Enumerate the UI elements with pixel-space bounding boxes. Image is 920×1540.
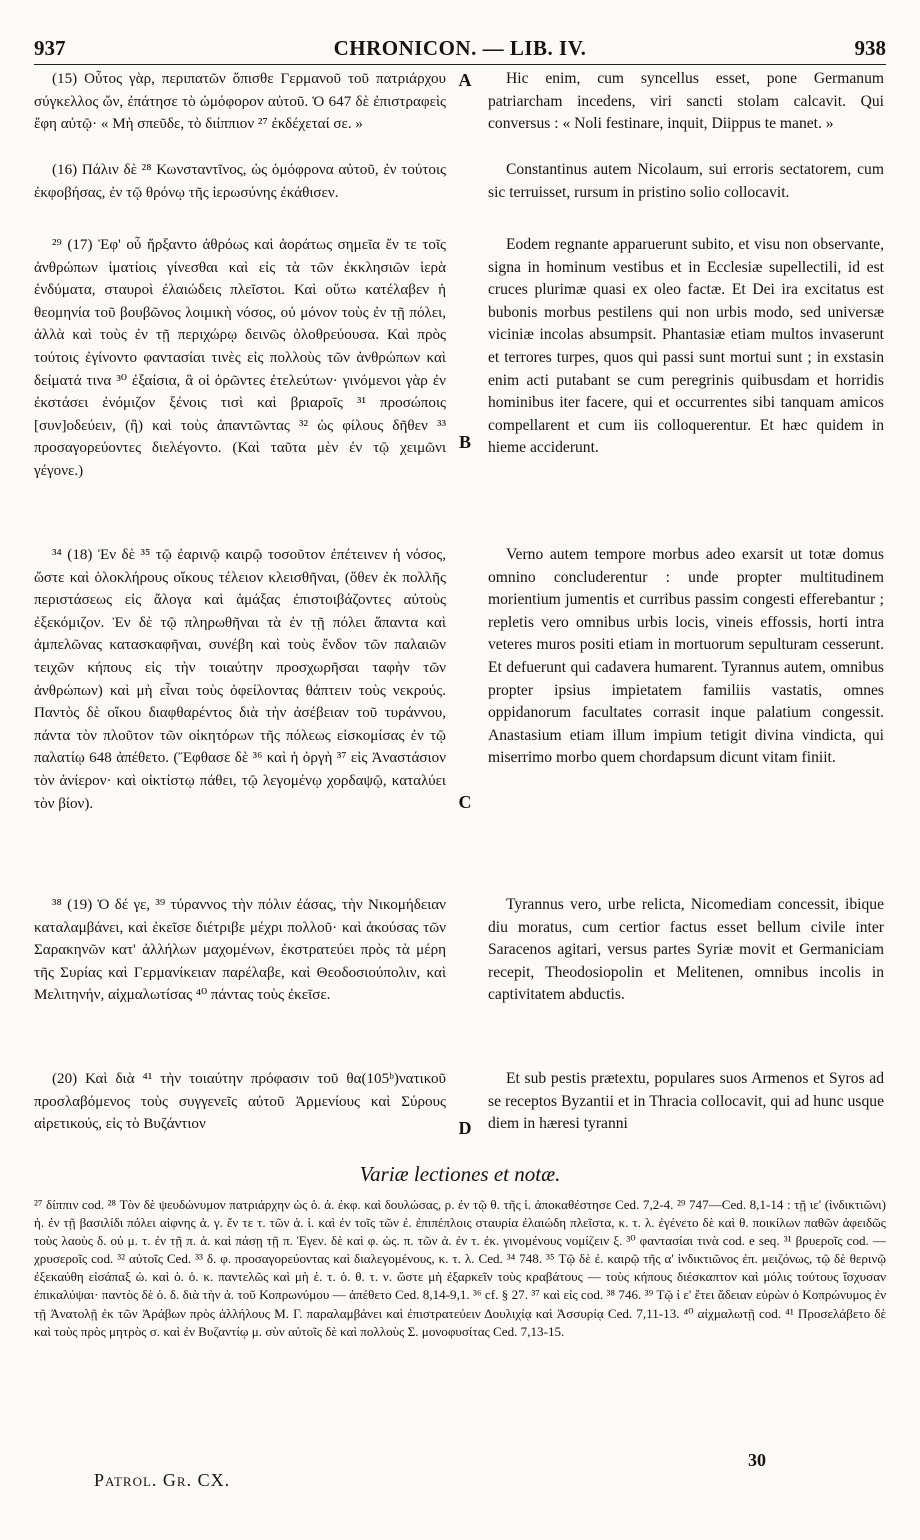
latin-section-20: Et sub pestis prætextu, populares suos Armenos et Syros ad se receptos Byzantii et in Thracia collocavit, qui ad hunc usque diem in hæresi tyranni	[488, 1070, 884, 1133]
greek-section-20: (20) Καὶ διὰ ⁴¹ τὴν τοιαύτην πρόφασιν τοῦ θα(105ᵇ)νατικοῦ προσλαβόμενος τοὺς συγγενεῖς αὐτοῦ Ἀρμενίους καὶ Σύρους αἱρετικούς, εἰς τὸ Βυζάντιον	[34, 1071, 446, 1133]
variant-readings-notes: ²⁷ δίππιν cod. ²⁸ Τὸν δὲ ψευδώνυμον πατριάρχην ὡς ὁ. ἀ. ἐκφ. καὶ δουλώσας, ρ. ἐν τῷ θ. τῆς ἱ. ἀποκαθέστησε Ced. 7,2-4. ²⁹ 747—Ced. 8,1-14 : τῇ ιε' (ἰνδικτιῶνι) ἡ. ἐν τῇ βασιλίδι πόλει αἰφνης ἀ. γ. ἔν τε τ. τῶν ἀ. ἱ. καὶ ἐν τοῖς τῶν ἐ. ἐπιπέπλοις σταυρία ἐλαιώδη πλεῖστα, κ. τ. λ. ἐγένετο δὲ καὶ θ. ποικίλων παθῶν ἀφειδῶς τοὺς λαοὺς δ. οὐ μ. τ. ἐν τῇ π. ἀ. καὶ πάσῃ τῇ π. Ἐγεν. δὲ καὶ φ. ὡς. π. τῶν ἀ. ἐν τ. ἐκ. γινομένους νομίζειν ξ. ³⁰ φαντασίαι τινὰ cod. e seq. ³¹ βρυεροῖς cod. — χρυσεροῖς cod. ³² αὐτοῖς Ced. ³³ δ. φ. προσαγορεύοντας καὶ διαλεγομένους, κ. τ. λ. Ced. ³⁴ 748. ³⁵ Τῷ δὲ ἐ. καιρῷ τῆς α' ἰνδικτιῶνος ἐπ. μειζόνως, τῷ δὲ θερινῷ ἐξεκαύθη εἰσάπαξ ὡ. καὶ ὁ. ὁ. κ. παντελῶς καὶ μὴ ἑ. τ. ὁ. θ. τ. ν. ὥστε μὴ ἐξαρκεῖν τοὺς κραβάτους — τοὺς κήπους διέσκαπτον καὶ μόλις τούτους ἴσχυσαν ἐπικαλύψαι· παντὸς δὲ ὁ. δ. διὰ τὴν ἀ. τοῦ Κοπρωνύμου — ἀπέθετο Ced. 8,14-9,1. ³⁶ cf. § 27. ³⁷ καὶ εἰς cod. ³⁸ 746. ³⁹ Τῷ ἰ ε' ἔτει ἄδειαν εὑρὼν ὁ Κοπρώνυμος ἐν τῇ Ἀνατολῇ ἐκ τῶν Ἀράβων πρὸς ἀλλήλους Μ. Γ. παραλαμβάνει καὶ ἐπιστρατεύειν Δουλιχίᾳ καὶ Ἀσσυρίᾳ Ced. 7,11-13. ⁴⁰ αἰχμαλωτῇ cod. ⁴¹ Προσελάβετο δὲ καὶ τοὺς πρὸς μητρὸς σ. καὶ ἐν Βυζαντίῳ μ. σὺν αὐτοῖς δὲ καὶ πολλοὺς Σ. μονοφυσίτας Ced. 7,13-15.	[34, 1197, 886, 1339]
latin-section-19: Tyrannus vero, urbe relicta, Nicomediam concessit, ibique diu moratus, cum certior factus esset bellum civile inter Saracenos agitari, versus partes Syriæ movit et Germaniciam recepit, Theodosiopolin et Melitenen, omnibus incolis in captivitatem abductis.	[488, 896, 884, 1004]
page-number-right: 938	[854, 36, 886, 60]
margin-letter-c: C	[458, 792, 472, 812]
page-number-left: 937	[34, 36, 66, 60]
greek-section-17: ²⁹ (17) Ἐφ' οὗ ἤρξαντο ἀθρόως καὶ ἀοράτως σημεῖα ἔν τε τοῖς ἀνθρώπων ἱματίοις γίνεσθαι καὶ εἰς τὰ τῶν ἐκκλησιῶν ἱερὰ ἐνδύματα, σταυροὶ ἐλαιώδεις πλεῖστοι. Καὶ οὕτω κατέλαβεν ἡ θεομηνία τοῦ βουβῶνος λοιμικὴ νόσος, οὐ μόνον τοὺς ἐν τῇ πόλει, ἀλλὰ καὶ τοὺς ἐν τῇ περιχώρῳ δεινῶς ὀλοθρεύουσα. Καὶ πρὸς τούτοις ἐγίνοντο φαντασίαι τινὲς εἰς πολλοὺς τῶν ἀνθρώπων καὶ δείματά τινα ³⁰ ἐξαίσια, ἃ οἱ ὁρῶντες ἐτελεύτων· γινόμενοι γὰρ ἐν ἐκστάσει ἐνόμιζον ξένοις τισὶ καὶ βριαροῖς ³¹ προσώποις [συν]οδεύειν, (ἢ) καὶ τοὺς ἀπαντῶντας ³² ὡς φίλους δῆθεν ³³ προσαγορεύοντες διελέγοντο. (Καὶ ταῦτα μὲν ἐν τῷ χειμῶνι γέγονε.)	[34, 237, 446, 479]
greek-section-16: (16) Πάλιν δὲ ²⁸ Κωνσταντῖνος, ὡς ὁμόφρονα αὐτοῦ, ἐν τούτοις ἐκφοβήσας, ἐν τῷ θρόνῳ τῆς ἱερωσύνης ἐκάθισεν.	[34, 162, 446, 201]
greek-section-19: ³⁸ (19) Ὁ δέ γε, ³⁹ τύραννος τὴν πόλιν ἐάσας, τὴν Νικομήδειαν καταλαμβάνει, καὶ ἐκεῖσε διέτριβε μέχρι πολλοῦ· καὶ ἀκούσας τῶν Σαρακηνῶν κατ' ἀλλήλων μαχομένων, ἐκστρατεύει πρὸς τὰ μέρη τῆς Συρίας καὶ Γερμανίκειαν παρέλαβε, καὶ Θεοδοσιούπολιν, καὶ Μελιτηνήν, αἰχμαλωτίσας ⁴⁰ πάντας τοὺς ἐκεῖσε.	[34, 897, 446, 1004]
header-rule	[34, 64, 886, 65]
margin-letter-d: D	[458, 1118, 472, 1138]
latin-section-18: Verno autem tempore morbus adeo exarsit ut totæ domus omnino concluderentur : unde propter multitudinem morientium jumentis et curribus passim congesti efferebantur ; repletis vero omnibus urbis locis, vineis effossis, horti intra veteres muros positi etiam in mortuorum sepulturam cesserunt. Et defuerunt qui cadavera humarent. Tyrannus autem, omnibus propter ipsius impietatem familiis vastatis, omnes oppidanorum facultates corrasit inque palatium congessit. Anastasium etiam illum impium tetigit divina vindicta, qui miserrimo morbo quem chordapsum dicunt vitam finiit.	[488, 546, 884, 767]
greek-section-18: ³⁴ (18) Ἐν δὲ ³⁵ τῷ ἐαρινῷ καιρῷ τοσοῦτον ἐπέτεινεν ἡ νόσος, ὥστε καὶ ὁλοκλήρους οἴκους τέλειον κλεισθῆναι, (ὅθεν ἐκ πολλῆς περιστάσεως εἰς ἄλογα καὶ ἁμάξας ἐπιστοιβάζοντες αὐτοὺς ἐξεκόμιζον. Ἐν δὲ τῷ πληρωθῆναι τὰ ἐν τῇ πόλει ἅπαντα καὶ ἀμπελῶνας κατασκαφῆναι, συνέβη καὶ τοὺς ἔνδον τῶν παλαιῶν τειχῶν κήπους εἰς τὴν τοιαύτην προσχωρῆσαι ταφὴν τῶν ἀνθρώπων) καὶ μὴ εἶναι τοὺς ὀφείλοντας θάπτειν τοὺς νεκρούς. Παντὸς δὲ οἴκου διαφθαρέντος διὰ τὴν ἀσέβειαν τοῦ τυράννου, πάντα τὸν πλοῦτον τῶν οἰκητόρων τῆς πόλεως εἰσκομίσας ἐν τῷ παλατίῳ 648 ἀπέθετο. (Ἔφθασε δὲ ³⁶ καὶ ἡ ὀργὴ ³⁷ εἰς Ἀναστάσιον τὸν ἀνίερον· καὶ οἰκτίστῳ πάθει, τῷ λεγομένῳ χορδαψῷ, καταλύει τὸν βίον).	[34, 547, 446, 812]
running-title: CHRONICON. — LIB. IV.	[333, 36, 587, 60]
greek-section-15: (15) Οὗτος γὰρ, περιπατῶν ὄπισθε Γερμανοῦ τοῦ πατριάρχου σύγκελλος ὤν, ἐπάτησε τὸ ὠμόφορον αὐτοῦ. Ὁ 647 δὲ ἐπιστραφεὶς ἔφη αὐτῷ· « Μὴ σπεῦδε, τὸ διίππιον ²⁷ ἐκδέχεταί σε. »	[34, 71, 446, 133]
series-signature: Patrol. Gr. CX.	[94, 1470, 231, 1490]
latin-section-16: Constantinus autem Nicolaum, sui erroris sectatorem, cum sic terruisset, rursum in pristino solio collocavit.	[488, 161, 884, 201]
latin-section-17: Eodem regnante apparuerunt subito, et visu non observante, signa in hominum vestibus et in Ecclesiæ supellectili, id est cruces plurimæ quasi ex oleo factæ. Et Dei ira excitatus est bubonis morbus pestilens qui non urbis modo, sed universæ viciniæ incolas absumpsit. Phantasiæ etiam multos invaserunt et terrores turpes, quos qui passi sunt mortui sunt ; in exstasin enim acti putabant se cum peregrinis quibusdam et horridis hominibus iter facere, qui et occurrentes sibi tanquam amicos compellarent et cum iis colloquerentur. Et hæc quidem in hieme acciderunt.	[488, 236, 884, 457]
page-header	[34, 36, 886, 64]
latin-column	[488, 68, 884, 1158]
latin-section-15: Hic enim, cum syncellus esset, pone Germanum patriarcham incedens, viri sancti stolam calcavit. Qui conversus : « Noli festinare, inquit, Diippus te manet. »	[488, 70, 884, 133]
gathering-number: 30	[748, 1450, 766, 1470]
margin-letter-a: A	[458, 70, 472, 90]
notes-heading: Variæ lectiones et notæ.	[359, 1162, 561, 1186]
margin-letter-b: B	[458, 432, 471, 452]
greek-column	[34, 68, 446, 1158]
page-footer	[34, 1450, 886, 1498]
